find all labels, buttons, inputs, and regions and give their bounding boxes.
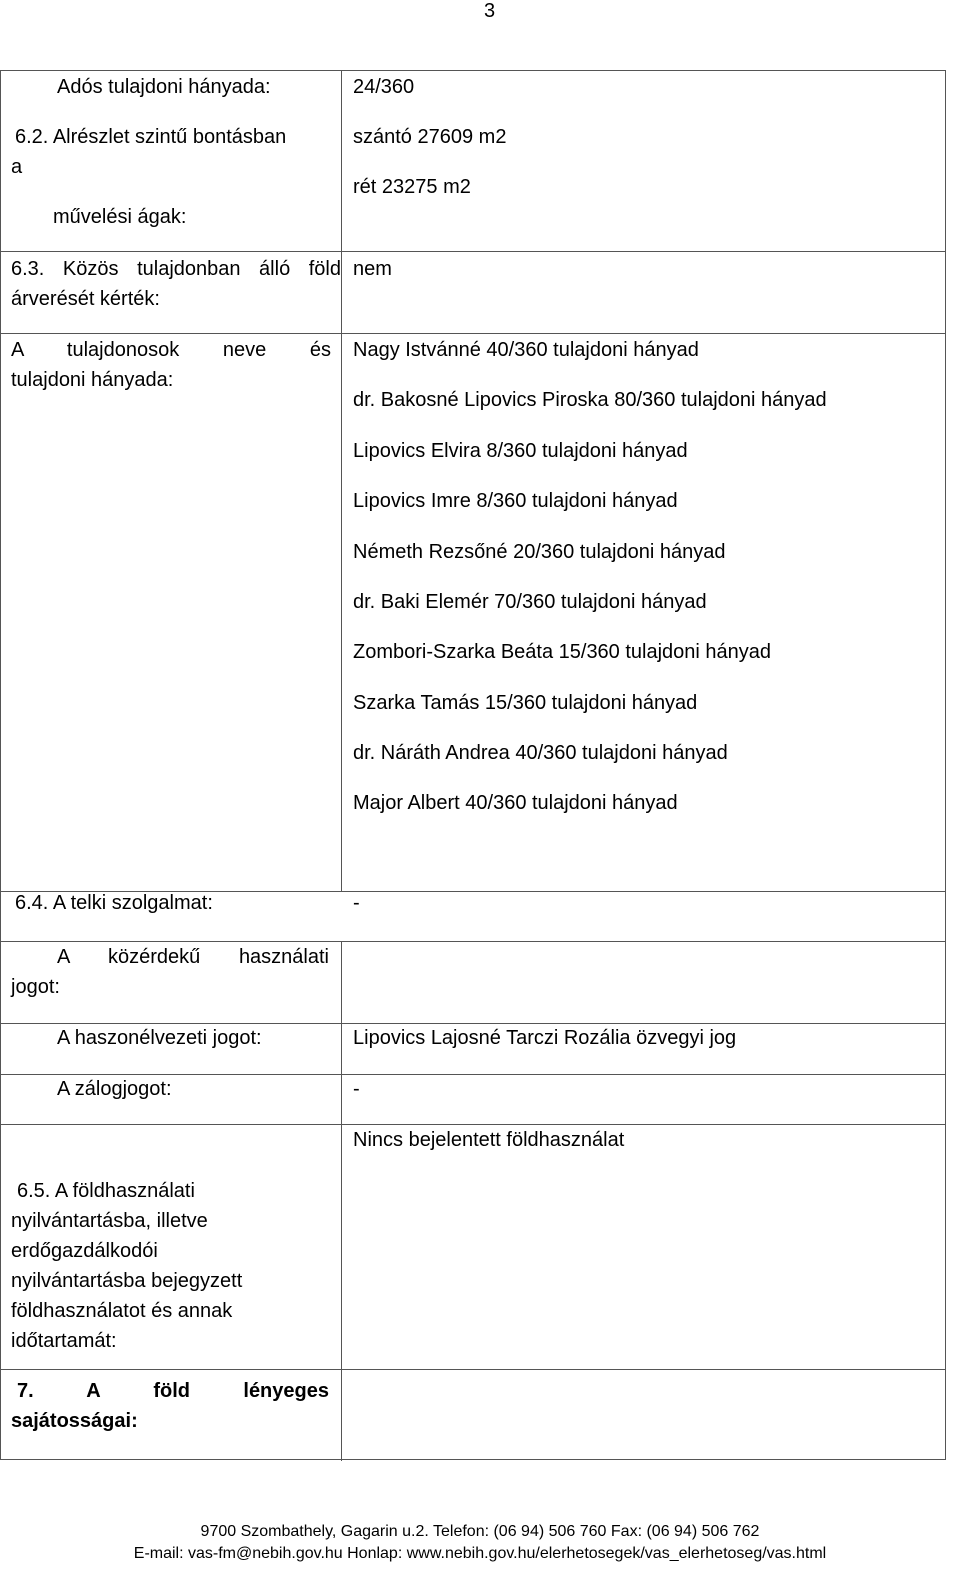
footer-contact: E-mail: vas-fm@nebih.gov.hu Honlap: www.nebih.gov.hu/elerhetosegek/vas_elerhetoseg/vas.html xyxy=(133,1545,827,1562)
easement-label: 6.4. A telki szolgalmat: xyxy=(15,892,213,914)
features-label-line2: sajátosságai: xyxy=(11,1410,138,1432)
column-divider xyxy=(341,71,342,333)
cultivation-value-line2: rét 23275 m2 xyxy=(353,176,471,198)
joint-auction-label-line1: 6.3. Közös tulajdonban álló föld xyxy=(11,258,341,280)
public-use-label-line2: jogot: xyxy=(11,976,60,998)
row-divider xyxy=(1,333,945,334)
cultivation-label-line2: a xyxy=(11,156,23,178)
owner-item: Zombori-Szarka Beáta 15/360 tulajdoni hányad xyxy=(353,641,772,663)
owner-item: Szarka Tamás 15/360 tulajdoni hányad xyxy=(353,692,698,714)
owner-item: dr. Baki Elemér 70/360 tulajdoni hányad xyxy=(353,591,707,613)
owner-item: Nagy Istvánné 40/360 tulajdoni hányad xyxy=(353,339,699,361)
debtor-share-label: Adós tulajdoni hányada: xyxy=(57,76,271,98)
row-divider xyxy=(1,1124,945,1125)
easement-value: - xyxy=(353,892,360,914)
cultivation-value-line1: szántó 27609 m2 xyxy=(353,126,507,148)
land-use-label-line: nyilvántartásba, illetve xyxy=(11,1210,208,1232)
lien-value: - xyxy=(353,1078,360,1100)
land-use-label-line: 6.5. A földhasználati xyxy=(17,1180,195,1202)
owners-label-line1: A tulajdonosok neve és xyxy=(11,339,331,361)
land-use-label-line: földhasználatot és annak xyxy=(11,1300,233,1322)
owners-label-line2: tulajdoni hányada: xyxy=(11,369,174,391)
property-data-table xyxy=(0,70,946,1460)
features-label-line1: 7. A föld lényeges xyxy=(17,1380,329,1402)
owner-item: Lipovics Elvira 8/360 tulajdoni hányad xyxy=(353,440,688,462)
owner-item: Lipovics Imre 8/360 tulajdoni hányad xyxy=(353,490,678,512)
footer-address: 9700 Szombathely, Gagarin u.2. Telefon: (06 94) 506 760 Fax: (06 94) 506 762 xyxy=(200,1523,760,1540)
row-divider xyxy=(1,1369,945,1370)
lien-label: A zálogjogot: xyxy=(57,1078,172,1100)
joint-auction-value: nem xyxy=(353,258,392,280)
row-divider xyxy=(1,941,945,942)
owner-item: dr. Náráth Andrea 40/360 tulajdoni hányad xyxy=(353,742,728,764)
joint-auction-label-line2: árverését kérték: xyxy=(11,288,160,310)
land-use-value: Nincs bejelentett földhasználat xyxy=(353,1129,625,1151)
land-use-label-line: nyilvántartásba bejegyzett xyxy=(11,1270,243,1292)
land-use-label-line: időtartamát: xyxy=(11,1330,117,1352)
land-use-label-line: erdőgazdálkodói xyxy=(11,1240,158,1262)
usufruct-label: A haszonélvezeti jogot: xyxy=(57,1027,262,1049)
row-divider xyxy=(1,251,945,252)
column-divider xyxy=(341,941,342,1461)
debtor-share-value: 24/360 xyxy=(353,76,415,98)
cultivation-label-line3: művelési ágak: xyxy=(53,206,187,228)
owner-item: Major Albert 40/360 tulajdoni hányad xyxy=(353,792,678,814)
owner-item: Németh Rezsőné 20/360 tulajdoni hányad xyxy=(353,541,726,563)
usufruct-value: Lipovics Lajosné Tarczi Rozália özvegyi jog xyxy=(353,1027,737,1049)
page-number: 3 xyxy=(484,0,496,22)
owner-item: dr. Bakosné Lipovics Piroska 80/360 tulajdoni hányad xyxy=(353,389,827,411)
column-divider xyxy=(341,333,342,891)
cultivation-label-line1: 6.2. Alrészlet szintű bontásban xyxy=(15,126,287,148)
public-use-label-line1: A közérdekű használati xyxy=(57,946,329,968)
